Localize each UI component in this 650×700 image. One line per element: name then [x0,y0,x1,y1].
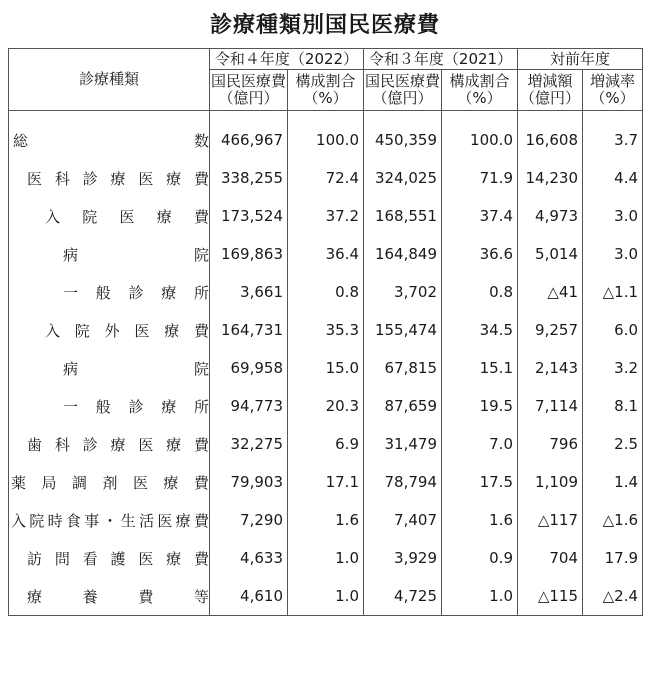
value-cell: 155,474 [364,311,442,349]
value-cell: 78,794 [364,463,442,501]
value-cell: 79,903 [210,463,288,501]
value-cell: 1,109 [518,463,583,501]
value-cell: 37.4 [442,197,518,235]
value-cell: 15.0 [288,349,364,387]
value-cell: 100.0 [288,111,364,160]
value-cell: 5,014 [518,235,583,273]
value-cell: 3,929 [364,539,442,577]
table-row [9,111,643,160]
value-cell: △2.4 [583,577,643,616]
value-cell: △115 [518,577,583,616]
value-cell: △41 [518,273,583,311]
value-cell: △1.1 [583,273,643,311]
value-cell: 173,524 [210,197,288,235]
header-cost-2022: 国民医療費 （億円） [210,70,288,111]
row-label: 入 院 時 食 事 ・ 生 活 医 療 費 [9,501,210,539]
value-cell: 6.9 [288,425,364,463]
value-cell: 17.1 [288,463,364,501]
header-cost-2021: 国民医療費 （億円） [364,70,442,111]
value-cell: 17.9 [583,539,643,577]
value-cell: 20.3 [288,387,364,425]
value-cell: 87,659 [364,387,442,425]
value-cell: 37.2 [288,197,364,235]
value-cell: 6.0 [583,311,643,349]
table-row [9,463,643,501]
row-label: 療 養 費 等 [9,577,210,616]
value-cell: 168,551 [364,197,442,235]
header-diff-amount: 増減額 （億円） [518,70,583,111]
value-cell: 796 [518,425,583,463]
row-label: 総 数 [9,111,210,160]
value-cell: 0.8 [442,273,518,311]
header-ratio-2022: 構成割合 （%） [288,70,364,111]
header-ratio-2021: 構成割合 （%） [442,70,518,111]
value-cell: 4,610 [210,577,288,616]
value-cell: 164,849 [364,235,442,273]
row-label: 薬 局 調 剤 医 療 費 [9,463,210,501]
value-cell: 3.0 [583,197,643,235]
value-cell: △117 [518,501,583,539]
value-cell: 14,230 [518,159,583,197]
table-row [9,159,643,197]
page-title: 診療種類別国民医療費 [209,13,440,38]
row-label: 病 院 [9,349,210,387]
value-cell: 15.1 [442,349,518,387]
value-cell: 3.2 [583,349,643,387]
header-group-2022: 令和４年度（2022） [210,49,364,70]
value-cell: 8.1 [583,387,643,425]
value-cell: 7,407 [364,501,442,539]
value-cell: 169,863 [210,235,288,273]
value-cell: 9,257 [518,311,583,349]
value-cell: 7,290 [210,501,288,539]
table-row [9,539,643,577]
value-cell: 450,359 [364,111,442,160]
value-cell: 0.8 [288,273,364,311]
row-label: 入 院 医 療 費 [9,197,210,235]
table-row [9,577,643,616]
value-cell: 4.4 [583,159,643,197]
value-cell: 4,725 [364,577,442,616]
table-row [9,425,643,463]
value-cell: 1.6 [442,501,518,539]
value-cell: 36.6 [442,235,518,273]
value-cell: 71.9 [442,159,518,197]
table-row [9,501,643,539]
value-cell: 1.0 [442,577,518,616]
value-cell: 338,255 [210,159,288,197]
value-cell: 31,479 [364,425,442,463]
row-label: 歯 科 診 療 医 療 費 [9,425,210,463]
row-label: 医 科 診 療 医 療 費 [9,159,210,197]
value-cell: 7.0 [442,425,518,463]
value-cell: 2,143 [518,349,583,387]
value-cell: 1.4 [583,463,643,501]
value-cell: 16,608 [518,111,583,160]
value-cell: 164,731 [210,311,288,349]
row-label: 訪 問 看 護 医 療 費 [9,539,210,577]
table-row [9,235,643,273]
value-cell: 36.4 [288,235,364,273]
value-cell: 0.9 [442,539,518,577]
table-row [9,349,643,387]
table-row [9,197,643,235]
table-row [9,311,643,349]
value-cell: 7,114 [518,387,583,425]
value-cell: 19.5 [442,387,518,425]
value-cell: 94,773 [210,387,288,425]
value-cell: 324,025 [364,159,442,197]
table-row [9,273,643,311]
row-label: 入 院 外 医 療 費 [9,311,210,349]
value-cell: 35.3 [288,311,364,349]
value-cell: 100.0 [442,111,518,160]
value-cell: 4,973 [518,197,583,235]
value-cell: 2.5 [583,425,643,463]
value-cell: 3.0 [583,235,643,273]
value-cell: 3.7 [583,111,643,160]
header-group-2021: 令和３年度（2021） [364,49,518,70]
header-category: 診療種類 [9,49,210,111]
value-cell: 3,661 [210,273,288,311]
row-label: 一 般 診 療 所 [9,273,210,311]
value-cell: △1.6 [583,501,643,539]
value-cell: 72.4 [288,159,364,197]
value-cell: 69,958 [210,349,288,387]
value-cell: 67,815 [364,349,442,387]
value-cell: 3,702 [364,273,442,311]
value-cell: 466,967 [210,111,288,160]
value-cell: 34.5 [442,311,518,349]
row-label: 病 院 [9,235,210,273]
value-cell: 1.0 [288,577,364,616]
value-cell: 1.0 [288,539,364,577]
value-cell: 32,275 [210,425,288,463]
table-row [9,387,643,425]
value-cell: 704 [518,539,583,577]
value-cell: 4,633 [210,539,288,577]
value-cell: 17.5 [442,463,518,501]
header-group-diff: 対前年度 [518,49,643,70]
value-cell: 1.6 [288,501,364,539]
header-diff-rate: 増減率 （%） [583,70,643,111]
row-label: 一 般 診 療 所 [9,387,210,425]
medical-expense-table [8,48,643,616]
